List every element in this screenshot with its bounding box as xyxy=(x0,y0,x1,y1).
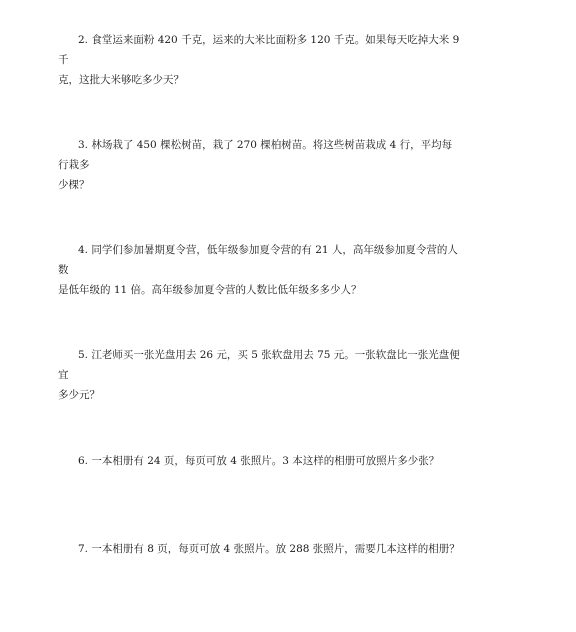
problem-3 xyxy=(58,135,460,195)
problem-5 xyxy=(58,345,460,405)
problem-4-line-2: 是低年级的 11 倍。高年级参加夏令营的人数比低年级多多少人？ xyxy=(58,284,362,296)
problem-5-line-2: 多少元？ xyxy=(58,389,100,401)
problem-6-line-1: 6. 一本相册有 24 页，每页可放 4 张照片。3 本这样的相册可放照片多少张？ xyxy=(78,455,440,467)
problem-2-line-2: 克，这批大米够吃多少天？ xyxy=(58,74,184,86)
problem-4-line-1: 4. 同学们参加暑期夏令营，低年级参加夏令营的有 21 人，高年级参加夏令营的人数 xyxy=(58,244,458,276)
problem-6 xyxy=(58,451,460,471)
problem-5-line-1: 5. 江老师买一张光盘用去 26 元，买 5 张软盘用去 75 元。一张软盘比一张光盘便宜 xyxy=(58,349,460,381)
problem-2-line-1: 2. 食堂运来面粉 420 千克，运来的大米比面粉多 120 千克。如果每天吃掉大米 9 千 xyxy=(58,34,460,66)
problem-7 xyxy=(58,539,460,559)
problem-4 xyxy=(58,240,460,300)
problem-3-line-1: 3. 林场栽了 450 棵松树苗，栽了 270 棵柏树苗。将这些树苗栽成 4 行，平均每行栽多 xyxy=(58,139,453,171)
problem-2 xyxy=(58,30,460,90)
problem-3-line-2: 少棵？ xyxy=(58,179,90,191)
problem-7-line-1: 7. 一本相册有 8 页，每页可放 4 张照片。放 288 张照片，需要几本这样的相册？ xyxy=(78,543,460,555)
